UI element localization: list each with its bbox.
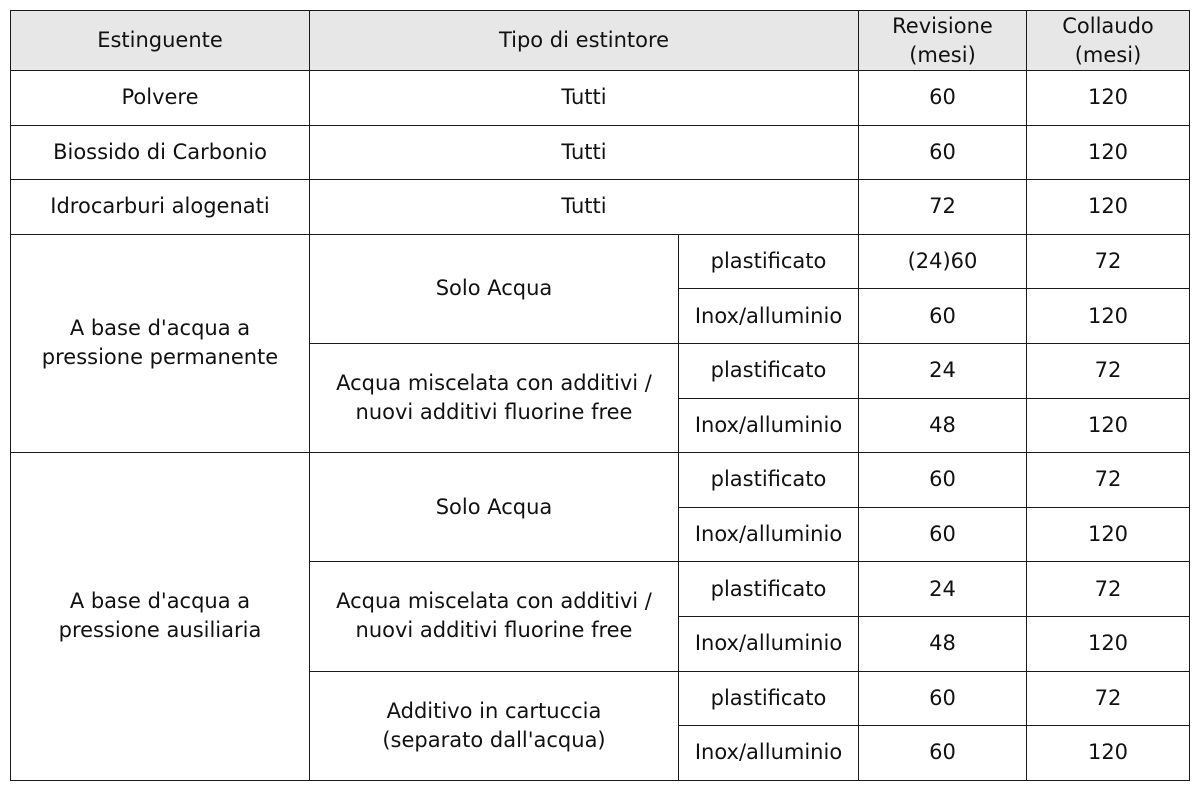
cell-subgroup-tipo: Additivo in cartuccia (separato dall'acqua) [310, 671, 679, 780]
cell-revisione: 60 [859, 507, 1027, 562]
cell-revisione: 60 [859, 71, 1027, 126]
cell-revisione: 60 [859, 453, 1027, 508]
cell-tipo: Tutti [310, 71, 859, 126]
cell-revisione: (24)60 [859, 234, 1027, 289]
cell-collaudo: 72 [1027, 671, 1190, 726]
header-row [11, 11, 1190, 71]
cell-materiale: Inox/alluminio [679, 289, 859, 344]
cell-materiale: Inox/alluminio [679, 616, 859, 671]
cell-group-permanente: A base d'acqua a pressione permanente [11, 234, 310, 452]
cell-tipo: Tutti [310, 180, 859, 235]
header-estinguente: Estinguente [11, 11, 310, 71]
cell-tipo: Tutti [310, 125, 859, 180]
cell-estinguente: Idrocarburi alogenati [11, 180, 310, 235]
cell-group-ausiliaria: A base d'acqua a pressione ausiliaria [11, 453, 310, 781]
cell-subgroup-tipo: Solo Acqua [310, 453, 679, 562]
cell-revisione: 24 [859, 562, 1027, 617]
table-row [11, 180, 1190, 235]
cell-subgroup-tipo: Acqua miscelata con additivi / nuovi additivi fluorine free [310, 343, 679, 452]
cell-collaudo: 120 [1027, 398, 1190, 453]
cell-collaudo: 120 [1027, 289, 1190, 344]
cell-materiale: plastificato [679, 562, 859, 617]
table-row [11, 125, 1190, 180]
cell-estinguente: Biossido di Carbonio [11, 125, 310, 180]
cell-collaudo: 72 [1027, 343, 1190, 398]
cell-materiale: Inox/alluminio [679, 726, 859, 781]
extinguisher-maintenance-table [10, 10, 1190, 781]
cell-collaudo: 72 [1027, 453, 1190, 508]
cell-collaudo: 120 [1027, 125, 1190, 180]
cell-materiale: plastificato [679, 343, 859, 398]
cell-materiale: plastificato [679, 234, 859, 289]
cell-revisione: 60 [859, 289, 1027, 344]
header-revisione: Revisione (mesi) [859, 11, 1027, 71]
cell-subgroup-tipo: Solo Acqua [310, 234, 679, 343]
cell-subgroup-tipo: Acqua miscelata con additivi / nuovi additivi fluorine free [310, 562, 679, 671]
cell-collaudo: 72 [1027, 562, 1190, 617]
cell-revisione: 60 [859, 726, 1027, 781]
cell-revisione: 72 [859, 180, 1027, 235]
cell-revisione: 48 [859, 616, 1027, 671]
cell-collaudo: 72 [1027, 234, 1190, 289]
cell-materiale: plastificato [679, 453, 859, 508]
cell-materiale: Inox/alluminio [679, 507, 859, 562]
cell-revisione: 60 [859, 125, 1027, 180]
header-tipo-estintore: Tipo di estintore [310, 11, 859, 71]
cell-collaudo: 120 [1027, 507, 1190, 562]
cell-revisione: 48 [859, 398, 1027, 453]
cell-materiale: Inox/alluminio [679, 398, 859, 453]
table-row [11, 71, 1190, 126]
table-row [11, 453, 1190, 508]
cell-estinguente: Polvere [11, 71, 310, 126]
table-row [11, 234, 1190, 289]
header-collaudo: Collaudo (mesi) [1027, 11, 1190, 71]
cell-collaudo: 120 [1027, 71, 1190, 126]
cell-revisione: 24 [859, 343, 1027, 398]
cell-collaudo: 120 [1027, 616, 1190, 671]
cell-materiale: plastificato [679, 671, 859, 726]
cell-revisione: 60 [859, 671, 1027, 726]
cell-collaudo: 120 [1027, 726, 1190, 781]
cell-collaudo: 120 [1027, 180, 1190, 235]
